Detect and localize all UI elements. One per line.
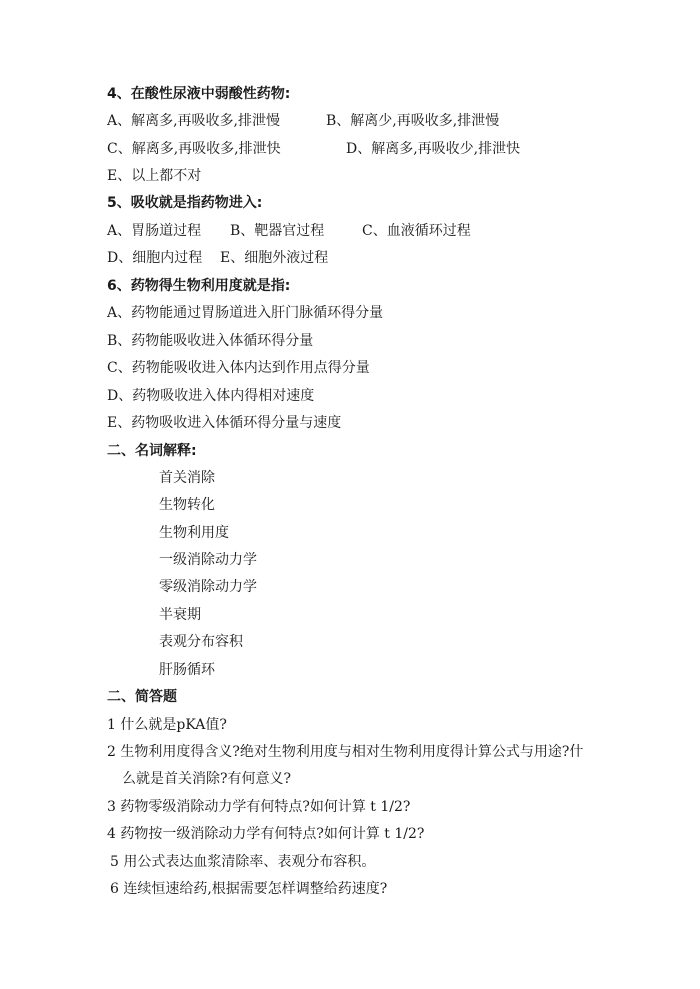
question-4-option-a: A、解离多,再吸收多,排泄慢 <box>107 113 281 129</box>
question-5-option-c: C、血液循环过程 <box>362 223 471 239</box>
question-4-option-c: C、解离多,再吸收多,排泄快 <box>107 141 281 157</box>
terms-heading: 二、名词解释: <box>107 443 197 459</box>
term-item: 肝肠循环 <box>159 662 215 678</box>
term-item: 半衰期 <box>159 607 201 623</box>
question-6-option-e: E、药物吸收进入体循环得分量与速度 <box>107 415 342 431</box>
short-answer-question-4: 4 药物按一级消除动力学有何特点?如何计算 t 1/2? <box>107 826 425 842</box>
question-6-option-a: A、药物能通过胃肠道进入肝门脉循环得分量 <box>107 305 384 321</box>
question-4-option-e: E、以上都不对 <box>107 168 202 184</box>
term-item: 表观分布容积 <box>159 634 243 650</box>
question-6-option-c: C、药物能吸收进入体内达到作用点得分量 <box>107 360 370 376</box>
short-answer-question-2-line-2: 么就是首关消除?有何意义? <box>122 771 292 787</box>
short-answer-question-1: 1 什么就是pKA值? <box>107 717 227 733</box>
short-answer-question-2-line-1: 2 生物利用度得含义?绝对生物利用度与相对生物利用度得计算公式与用途?什 <box>107 744 584 760</box>
question-5-option-a: A、胃肠道过程 <box>107 223 202 239</box>
question-5-option-d: D、细胞内过程 <box>107 250 203 266</box>
question-5-option-b: B、靶器官过程 <box>230 223 325 239</box>
question-4-option-d: D、解离多,再吸收少,排泄快 <box>346 141 521 157</box>
question-6-option-d: D、药物吸收进入体内得相对速度 <box>107 388 315 404</box>
question-5-title: 5、吸收就是指药物进入: <box>107 195 263 211</box>
short-answer-question-3: 3 药物零级消除动力学有何特点?如何计算 t 1/2? <box>107 799 411 815</box>
term-item: 零级消除动力学 <box>159 579 257 595</box>
short-answer-question-6: 6 连续恒速给药,根据需要怎样调整给药速度? <box>110 881 388 897</box>
question-6-option-b: B、药物能吸收进入体循环得分量 <box>107 333 314 349</box>
term-item: 生物转化 <box>159 497 215 513</box>
question-6-title: 6、药物得生物利用度就是指: <box>107 278 291 294</box>
question-4-title: 4、在酸性尿液中弱酸性药物: <box>107 86 291 102</box>
question-4-option-b: B、解离少,再吸收多,排泄慢 <box>326 113 500 129</box>
short-answer-heading: 二、简答题 <box>107 689 177 705</box>
term-item: 生物利用度 <box>159 525 229 541</box>
term-item: 首关消除 <box>159 470 215 486</box>
short-answer-question-5: 5 用公式表达血浆清除率、表观分布容积。 <box>110 854 376 870</box>
term-item: 一级消除动力学 <box>159 552 257 568</box>
question-5-option-e: E、细胞外液过程 <box>220 250 329 266</box>
